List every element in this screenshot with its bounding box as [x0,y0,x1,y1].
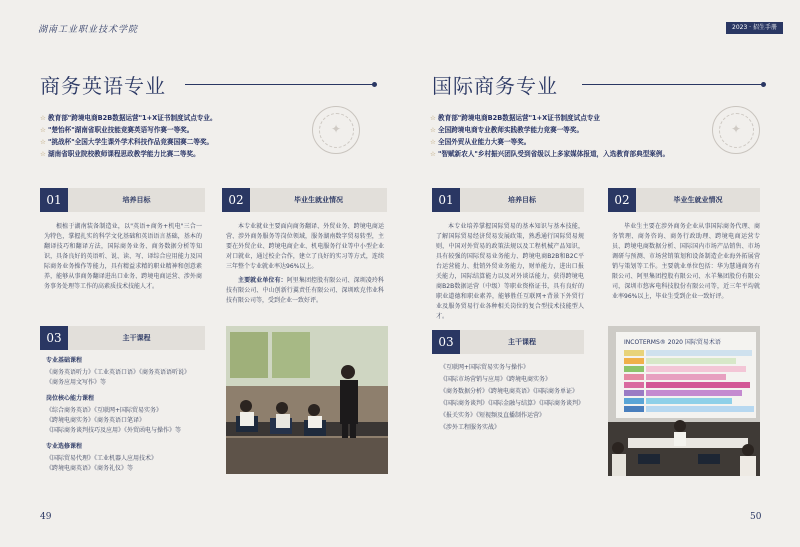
right-honors-list [430,112,669,160]
course-line: 《国际商务谈判》《国际金融与结算》《国际商务谈判》 [440,400,585,407]
classroom-photo-left [226,326,388,474]
tab-number: 03 [40,326,68,350]
classroom-photo-right [608,326,760,476]
course-line: 《互联网+国际贸易实务与操作》 [440,364,530,371]
employment-units [226,276,384,306]
left-title-rule [185,84,375,85]
tab-number: 01 [432,188,460,212]
right-page-number: 50 [750,512,762,522]
tab-number: 02 [608,188,636,212]
honor-item: ☆ "楚怡杯"湖南省职业技能竞赛英语写作赛一等奖。 [40,124,217,136]
course-line: 《综合商务英语》《互联网+国际贸易实务》 [46,407,163,414]
honor-item: ☆ 教育部"跨境电商B2B数据运营"1+X证书制度试点专业。 [40,112,217,124]
left-tab-courses [40,326,205,350]
school-name: 湖南工业职业技术学院 [38,25,139,35]
left-tab-goals [40,188,205,212]
school-seal-watermark [712,106,760,154]
tab-label: 毕业生就业情况 [673,196,723,204]
right-goals-text: 本专业培养掌握国际贸易的基本知识与基本技能，了解国际贸易经济贸易发展政策，熟悉通行国际贸易规则，中国对外贸易的政策法规以及工程机械产品知识，具有较强的国际贸易业务能力、跨境电商B2B和B2C平台运营能力、批销外贸业务能力，财单能力，进出口报关能力，国际结算能力以及对外谈话能力，获得跨境电商B2B数据运营（中级）等职业资格证书，具有良好的职业道德和职业素养，能够胜任互联网+背景下外贸行业及服务贸易行业各种相关岗位的复合型技术技能型人才。 [436,223,584,320]
honor-item: ☆ 全国跨境电商专业教师实践教学能力竞赛一等奖。 [430,124,669,136]
right-title-rule [582,84,764,85]
tab-label: 培养目标 [122,196,151,204]
right-course-list [440,362,600,434]
honor-item: ☆ "挑战杯"全国大学生课外学术科技作品竞赛国赛二等奖。 [40,136,217,148]
left-honors-list [40,112,217,160]
course-group-heading: 岗位核心能力课程 [46,395,95,402]
honor-item: ☆ 教育部"跨境电商B2B数据运营"1+X证书制度试点专业 [430,112,669,124]
guide-badge: 2023 · 招生手册 [726,22,783,34]
tab-number: 01 [40,188,68,212]
honor-item: ☆ 全国外贸从业能力大赛一等奖。 [430,136,669,148]
course-line: 《涉外工程服务实战》 [440,424,501,431]
left-employment-text [226,222,384,306]
tab-label: 主干课程 [122,334,151,342]
course-line: 《国际贸易代理》《工业机器人应用技术》 [46,455,158,462]
tab-label: 培养目标 [508,196,536,204]
right-tab-courses [432,330,584,354]
honor-item: ☆ 湖南省职业院校教师课程思政教学能力比赛二等奖。 [40,148,217,160]
course-line: 《商务应用文写作》等 [46,379,107,386]
course-line: 《报关实务》《短视频及直播制作运营》 [440,412,546,419]
right-tab-employment [608,188,760,212]
left-course-list [46,356,216,474]
right-major-title: 国际商务专业 [432,74,558,98]
course-line: 《国际市场营销与应用》《跨境电商实务》 [440,376,552,383]
course-line: 《跨境电商英语》《商务礼仪》等 [46,465,134,472]
tab-label: 主干课程 [508,338,536,346]
units-text: 阿里集团控股有限公司、深圳凌玲科技有限公司、中山创新行翼责任有限公司、深圳欧克伟业科技有限公司等，受到企业一致好评。 [226,277,384,304]
course-group-heading: 专业基础课程 [46,357,83,364]
units-label: 主要就业单位有： [238,277,287,284]
right-tab-goals [432,188,584,212]
employment-body: 本专业就业主要面向商务翻译、外贸业务、跨境电商运营、涉外商务服务等岗位领域，服务湖南数字贸易转型，主要在外贸企业、跨境电商企业、机电服务行业等中小型企业对口就业，通过校企合作，建立了良好的实习等方式，连续三年整个专业就业率达96%以上。 [226,223,384,270]
tab-number: 03 [432,330,460,354]
right-employment-text: 毕业生主要在涉外商务企业从事国际商务代理、商务管理、商务咨询、商务行政助理、跨境电商运营专员、跨境电商数据分析、国际国内市场产品销售、市场调研与预测、市场营销策划和设备制造企业海外拓展营销与策划等工作。主要就业单位包括：华为慧通商务有限公司、阿里集团控股有限公司、水羊集团股份有限公司，深圳市悠客电科技股份有限公司等，近三年平均就业率96%以上，毕业生受到企业一致好评。 [612,223,760,300]
course-line: 《国际商务谈判技巧及应用》《外贸函电与操作》等 [46,427,182,434]
tab-label: 毕业生就业情况 [294,196,343,204]
left-page-number: 49 [40,512,52,522]
tab-number: 02 [222,188,250,212]
course-line: 《跨境电商实务》《商务英语口笔译》 [46,417,146,424]
course-line: 《商务数据分析》《跨境电商英语》《国际商务单证》 [440,388,579,395]
left-tab-employment [222,188,387,212]
course-group-heading: 专业选修课程 [46,443,83,450]
top-band [0,0,800,10]
left-major-title: 商务英语专业 [40,74,166,98]
course-line: 《商务英语听力》《工业英语口语》《商务英语语听说》 [46,369,191,376]
honor-item: ☆ "智赋新农人"乡村振兴团队受到省级以上多家媒体报道，入选教育部典型案例。 [430,148,669,160]
left-goals-text: 根植于湖南装备制造业，以"英语+商务+机电"三合一为特色，掌握扎实的科学文化基础和英语语言基础，基本的翻译技巧和翻译方法，国际商务业务、商务数据分析等知识，具备良好的英语听、说、读、写、译综合应用能力及国际商务业务操作等能力，具有精益求精的职业精神和创意素养，能够从事商务翻译进出口业务、跨境电商运营、涉外商务事务处理等工作的高素质技术技能人才。 [44,223,202,290]
school-seal-watermark [312,106,360,154]
screen-title: INCOTERMS® 2020 国际贸易术语 [624,339,721,346]
